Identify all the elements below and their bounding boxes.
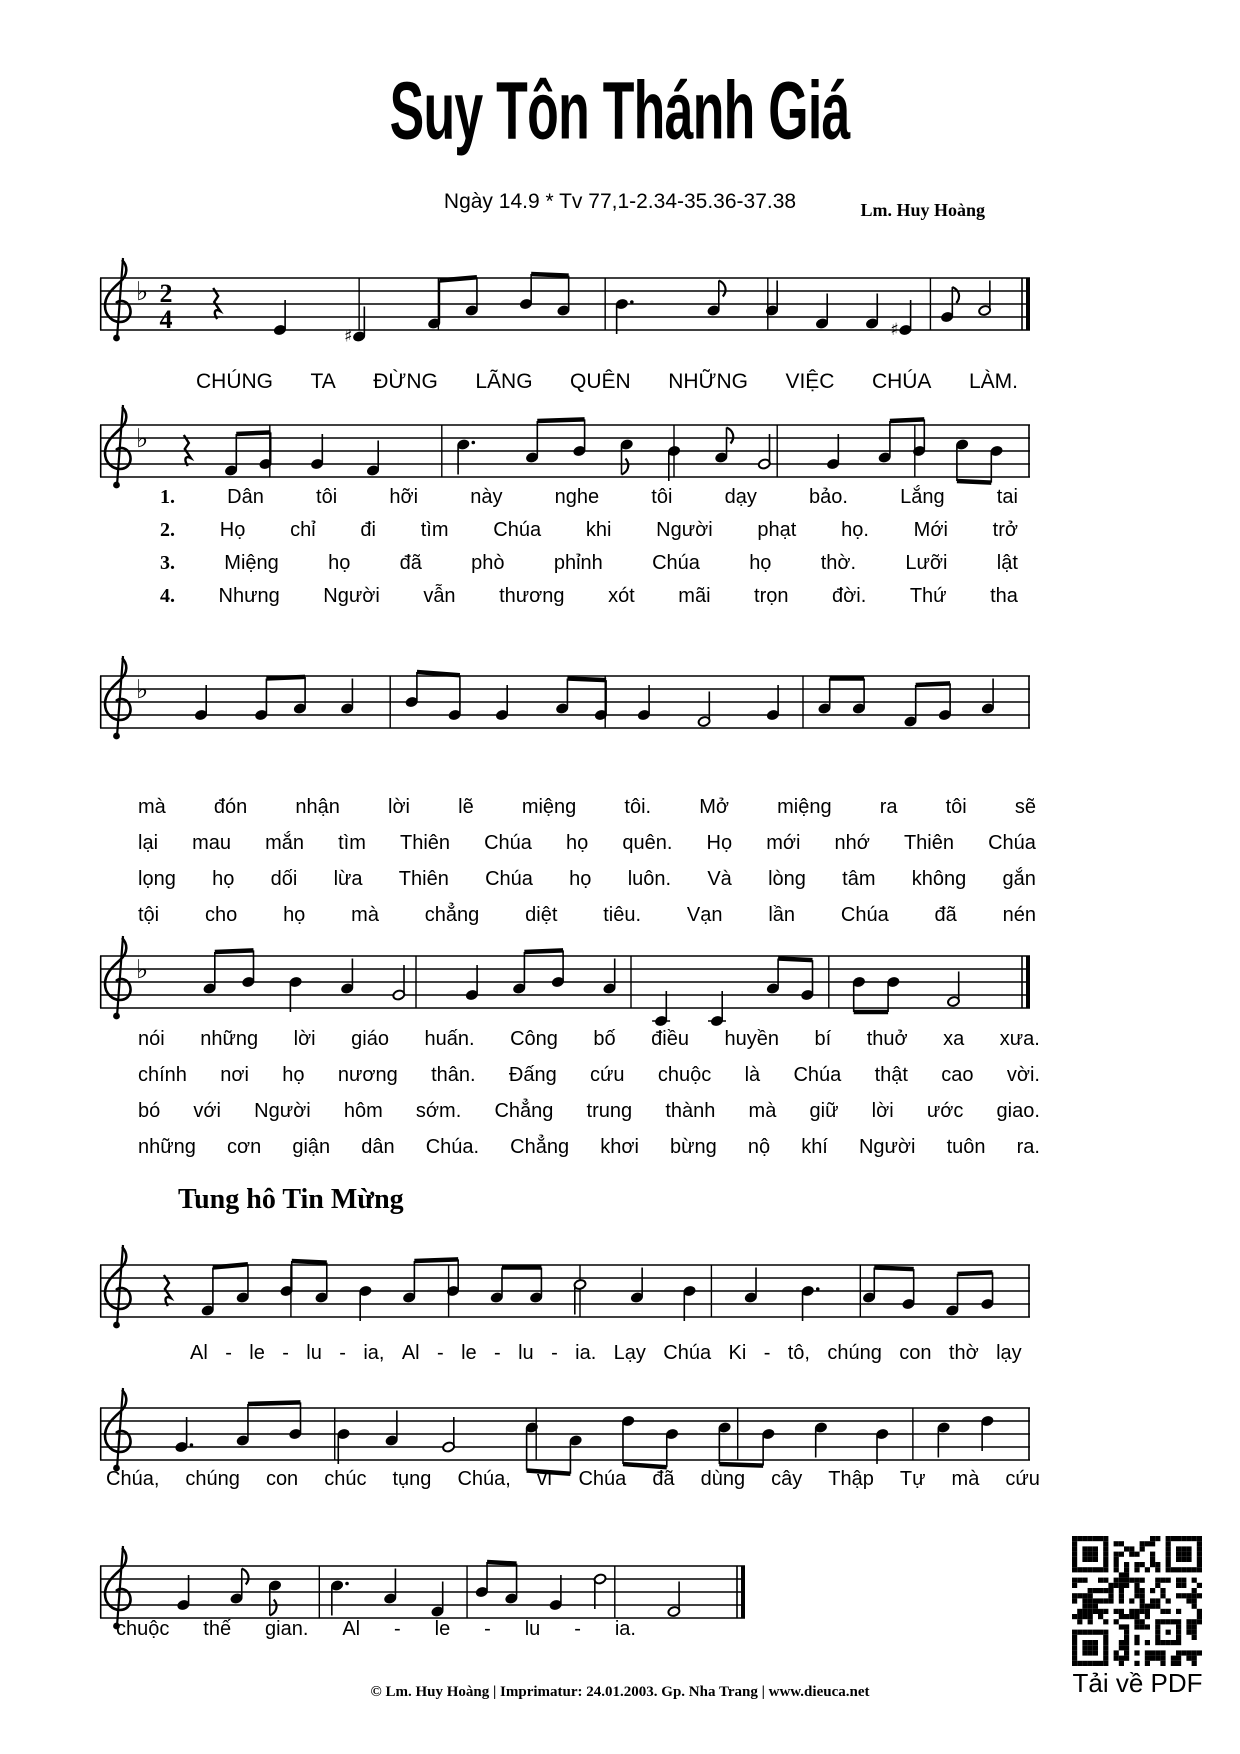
lyric-word: dân [361, 1136, 395, 1158]
lyric-word: Và [707, 868, 732, 890]
lyric-word: họ [566, 832, 589, 854]
treble-clef-icon [105, 656, 131, 739]
music-staff-5 [100, 1235, 1030, 1355]
download-pdf-link[interactable]: Tải về PDF [1072, 1668, 1203, 1698]
lyric-word: Chúa [793, 1064, 842, 1086]
lyric-word: Người [858, 1136, 916, 1158]
lyric-word: lu [306, 1342, 322, 1364]
lyric-word: Thập [828, 1468, 874, 1490]
lyric-word: nương [337, 1064, 398, 1086]
lyric-word: Người [254, 1100, 311, 1122]
lyric-word: Đấng [508, 1064, 557, 1086]
verse-block-2 [138, 796, 1036, 940]
lyric-word: họ [328, 552, 351, 574]
lyric-word: họ [569, 868, 592, 890]
lyric-word: LÀM. [968, 370, 1018, 393]
lyric-word: nộ [747, 1136, 771, 1158]
lyric-word: LÃNG [475, 370, 533, 393]
lyric-word: trở [992, 519, 1018, 541]
lyric-word: - [437, 1342, 444, 1364]
lyric-word: bố [593, 1028, 616, 1050]
lyric-word: Miệng [224, 552, 279, 574]
lyric-word: hôm [343, 1100, 383, 1122]
lyric-word: dạy [724, 486, 757, 508]
lyric-word: họ. [841, 519, 869, 541]
lyric-word: tuôn [946, 1136, 986, 1158]
lyric-word: cao [941, 1064, 974, 1086]
lyric-word: thành [665, 1100, 716, 1122]
verse-number: 4. [160, 585, 175, 607]
lyric-word: Ki [728, 1342, 747, 1364]
flat-sign-icon: ♭ [136, 424, 149, 454]
time-signature [160, 279, 173, 334]
lyric-word: đã [399, 552, 422, 574]
lyric-word: bó [138, 1100, 161, 1122]
lyric-word: - [763, 1342, 771, 1364]
lyric-word: sớm. [415, 1100, 462, 1122]
lyric-word: Nhưng [218, 585, 280, 607]
lyric-word: lời [388, 796, 411, 818]
lyric-word: Dân [227, 486, 264, 508]
alleluia-line-1 [190, 1342, 1022, 1365]
lyric-word: xa [943, 1028, 965, 1050]
lyric-word: Vạn [686, 904, 723, 926]
lyric-word: phò [471, 552, 505, 574]
lyric-word: Al [190, 1342, 208, 1364]
lyric-word: đã [652, 1468, 675, 1490]
verse-row [138, 904, 1036, 940]
lyric-word: vẫn [423, 585, 456, 607]
lyric-word: mà [748, 1100, 777, 1122]
svg-text:4: 4 [159, 305, 173, 334]
lyric-word: chính [138, 1064, 187, 1086]
lyric-word: mà [351, 904, 379, 926]
lyric-word: tôi [945, 796, 967, 818]
lyric-word: thế [203, 1618, 232, 1640]
lyric-word: huấn. [424, 1028, 475, 1050]
lyric-word: miệng [521, 796, 577, 818]
lyric-word: mà [138, 796, 166, 818]
lyric-word: ra. [1016, 1136, 1040, 1158]
lyric-word: giáo [351, 1028, 389, 1050]
lyric-word: trung [586, 1100, 633, 1122]
lyric-word: Chẳng [510, 1136, 570, 1158]
lyric-word: diệt [525, 904, 558, 926]
lyric-word: con [899, 1342, 932, 1364]
lyric-word: phạt [757, 519, 797, 541]
lyric-word: Al [342, 1618, 361, 1640]
svg-text:♯: ♯ [344, 326, 353, 347]
lyric-word: - [339, 1342, 346, 1364]
lyric-word: dùng [700, 1468, 746, 1490]
section-heading: Tung hô Tin Mừng [178, 1184, 404, 1215]
lyric-word: TA [310, 370, 336, 393]
lyric-word: lu [524, 1618, 541, 1640]
lyric-word: ĐỪNG [373, 370, 438, 393]
lyric-word: chúng [827, 1342, 882, 1364]
lyric-word: chẳng [424, 904, 480, 926]
lyric-word: tiêu. [603, 904, 642, 926]
lyric-word: lừa [333, 868, 363, 890]
verse-block-3 [138, 1028, 1040, 1172]
lyric-word: chúc [324, 1468, 367, 1490]
verse-number: 2. [160, 519, 175, 541]
lyric-word: le [434, 1618, 451, 1640]
lyric-word: Mới [913, 519, 948, 541]
lyric-word: Tự [899, 1468, 926, 1490]
lyric-word: Chúa, [457, 1468, 511, 1490]
lyric-word: mau [192, 832, 232, 854]
svg-text:2: 2 [159, 279, 173, 308]
lyric-word: cây [771, 1468, 803, 1490]
lyric-word: những [138, 1136, 196, 1158]
alleluia-line-3 [116, 1618, 636, 1641]
lyric-word: chỉ [290, 519, 316, 541]
music-staff-svg [100, 248, 1030, 368]
lyric-word: mãi [678, 585, 711, 607]
lyric-word: - [494, 1342, 501, 1364]
refrain-lyrics [196, 370, 1018, 394]
notes [175, 1402, 994, 1473]
music-staff-svg [100, 1235, 1030, 1355]
lyric-word: CHÚNG [196, 370, 273, 393]
lyric-word: Chúa [840, 904, 889, 926]
lyric-word: huyền [724, 1028, 779, 1050]
lyric-word: tôi [316, 486, 338, 508]
music-staff-svg [100, 646, 1030, 766]
lyric-word: ia. [575, 1342, 597, 1364]
lyric-word: giận [292, 1136, 331, 1158]
lyric-word: thương [499, 585, 565, 607]
lyric-word: lời [871, 1100, 894, 1122]
lyric-word: ia. [614, 1618, 636, 1640]
alleluia-line-2 [106, 1468, 1040, 1491]
lyric-word: lạy [996, 1342, 1022, 1364]
verse-block-1 [160, 486, 1018, 618]
verse-row [160, 519, 1018, 552]
verse-row [138, 796, 1036, 832]
lyric-word: khơi [600, 1136, 639, 1158]
lyric-word: Họ [706, 832, 733, 854]
lyric-word: vời. [1006, 1064, 1040, 1086]
lyric-word: đã [934, 904, 957, 926]
lyric-word: sẽ [1014, 796, 1036, 818]
lyric-word: Chúa [663, 1342, 712, 1364]
lyric-word: bí [814, 1028, 832, 1050]
lyric-word: Mở [699, 796, 729, 818]
lyric-word: phỉnh [553, 552, 603, 574]
notes [201, 1259, 994, 1321]
lyric-word: lọng [138, 868, 176, 890]
lyric-word: luôn. [627, 868, 672, 890]
verse-row [160, 585, 1018, 618]
verse-row [160, 552, 1018, 585]
lyric-word: thật [874, 1064, 908, 1086]
notes [203, 950, 960, 1026]
lyric-word: tha [990, 585, 1018, 607]
lyric-word: tìm [338, 832, 366, 854]
lyric-word: họ [282, 1064, 305, 1086]
lyric-word: nhớ [834, 832, 870, 854]
lyric-word: cơn [226, 1136, 262, 1158]
lyric-word: Thứ [909, 585, 947, 607]
lyric-word: mà [951, 1468, 980, 1490]
lyric-word: ra [879, 796, 898, 818]
verse-row [138, 1136, 1040, 1172]
lyric-word: Chúa [652, 552, 700, 574]
verse-number: 3. [160, 552, 175, 574]
lyric-word: đời. [832, 585, 867, 607]
lyric-word: lẽ [458, 796, 474, 818]
qr-code[interactable] [1072, 1536, 1202, 1666]
lyric-word: Thiên [399, 832, 451, 854]
lyric-word: dối [270, 868, 298, 890]
lyric-word: họ [212, 868, 235, 890]
lyric-word: Chúa, [106, 1468, 160, 1490]
treble-clef-icon [105, 1388, 131, 1471]
subtitle: Ngày 14.9 * Tv 77,1-2.34-35.36-37.38 [443, 190, 797, 213]
lyric-word: ia, [363, 1342, 385, 1364]
lyric-word: Chúa. [425, 1136, 480, 1158]
lyric-word: bừng [669, 1136, 717, 1158]
lyric-word: con [265, 1468, 299, 1490]
notes [177, 1562, 681, 1617]
lyric-word: đi [360, 519, 376, 541]
lyric-word: xưa. [999, 1028, 1040, 1050]
lyric-word: Chúa [578, 1468, 627, 1490]
lyric-word: Lạy [613, 1342, 646, 1364]
lyric-word: nói [138, 1028, 165, 1050]
lyric-word: NHỮNG [668, 370, 748, 393]
lyric-word: CHÚA [871, 370, 932, 393]
lyric-word: ước [926, 1100, 964, 1122]
treble-clef-icon [105, 936, 131, 1019]
lyric-word: giữ [809, 1100, 839, 1122]
lyric-word: khi [585, 519, 612, 541]
lyric-word: thờ. [820, 552, 857, 574]
lyric-word: - [484, 1618, 491, 1640]
verse-row [138, 868, 1036, 904]
verse-row [138, 1100, 1040, 1136]
lyric-word: lật [996, 552, 1018, 574]
lyric-word: nghe [554, 486, 600, 508]
verse-row [138, 1064, 1040, 1100]
flat-sign-icon: ♭ [136, 955, 149, 985]
lyric-word: nhận [295, 796, 340, 818]
verse-row [160, 486, 1018, 519]
lyric-word: Chẳng [494, 1100, 554, 1122]
treble-clef-icon [105, 1546, 131, 1629]
lyric-word: quên. [622, 832, 673, 854]
lyric-word: chuộc [116, 1618, 170, 1640]
lyric-word: không [911, 868, 967, 890]
notes [273, 274, 991, 347]
lyric-word: Chúa [988, 832, 1036, 854]
lyric-word: lòng [768, 868, 806, 890]
lyric-word: lại [138, 832, 159, 854]
lyric-word: bảo. [809, 486, 848, 508]
lyric-word: Al [401, 1342, 420, 1364]
lyric-word: tội [138, 904, 160, 926]
lyric-word: le [249, 1342, 265, 1364]
lyric-word: QUÊN [570, 370, 631, 393]
flat-sign-icon: ♭ [136, 277, 149, 307]
flat-sign-icon: ♭ [136, 675, 149, 705]
music-staff-1 [100, 248, 1030, 368]
lyric-word: Thiên [398, 868, 449, 890]
footer-credit: © Lm. Huy Hoàng | Imprimatur: 24.01.2003. Gp. Nha Trang | www.dieuca.net [370, 1684, 870, 1700]
lyric-word: miệng [777, 796, 832, 818]
lyric-word: tai [996, 486, 1018, 508]
lyric-word: nơi [220, 1064, 249, 1086]
lyric-word: nén [1002, 904, 1036, 926]
lyric-word: tôi. [624, 796, 652, 818]
lyric-word: khí [801, 1136, 828, 1158]
verse-number: 1. [160, 486, 175, 508]
lyric-word: hỡi [389, 486, 419, 508]
page-title [0, 64, 1240, 157]
lyric-word: Họ [219, 519, 246, 541]
lyric-word: này [470, 486, 503, 508]
lyric-word: Lắng [900, 486, 945, 508]
lyric-word: đón [213, 796, 248, 818]
treble-clef-icon [105, 1245, 131, 1328]
lyric-word: Lưỡi [905, 552, 948, 574]
lyric-word: thân. [431, 1064, 476, 1086]
lyric-word: tìm [420, 519, 449, 541]
lyric-word: gian. [265, 1618, 309, 1640]
lyric-word: chúng [185, 1468, 240, 1490]
lyric-word: Chúa [493, 519, 542, 541]
lyric-word: Công [510, 1028, 558, 1050]
lyric-word: chuộc [657, 1064, 712, 1086]
lyric-word: vì [536, 1468, 553, 1490]
lyric-word: lần [768, 904, 796, 926]
lyric-word: Chúa [485, 868, 533, 890]
lyric-word: - [394, 1618, 401, 1640]
lyric-word: cứu [1005, 1468, 1040, 1490]
lyric-word: VIỆC [785, 370, 835, 393]
composer-credit: Lm. Huy Hoàng [860, 200, 985, 220]
music-staff-3 [100, 646, 1030, 766]
lyric-word: lời [293, 1028, 316, 1050]
lyric-word: - [225, 1342, 232, 1364]
lyric-word: - [574, 1618, 581, 1640]
lyric-word: cho [204, 904, 238, 926]
lyric-word: xót [608, 585, 635, 607]
lyric-word: tô, [787, 1342, 810, 1364]
lyric-word: cứu [590, 1064, 625, 1086]
treble-clef-icon [105, 258, 131, 341]
notes [194, 672, 994, 727]
svg-text:♯: ♯ [890, 320, 899, 340]
lyric-word: lu [518, 1342, 534, 1364]
lyric-word: những [200, 1028, 259, 1050]
treble-clef-icon [105, 405, 131, 488]
lyric-word: le [461, 1342, 477, 1364]
lyric-word: giao. [996, 1100, 1040, 1122]
lyric-word: - [551, 1342, 558, 1364]
lyric-word: mới [766, 832, 801, 854]
lyric-word: gắn [1002, 868, 1036, 890]
lyric-word: với [193, 1100, 221, 1122]
lyric-word: Chúa [484, 832, 532, 854]
lyric-word: tâm [842, 868, 876, 890]
lyric-word: - [282, 1342, 289, 1364]
lyric-word: thờ [948, 1342, 979, 1364]
lyric-word: Người [323, 585, 380, 607]
lyric-word: Người [656, 519, 713, 541]
qr-code-image [1072, 1536, 1202, 1666]
title-text: Suy Tôn Thánh Giá [389, 64, 851, 157]
lyric-word: là [744, 1064, 761, 1086]
lyric-word: mắn [265, 832, 305, 854]
lyric-word: điều [651, 1028, 689, 1050]
lyric-word: Thiên [903, 832, 954, 854]
verse-row [138, 1028, 1040, 1064]
lyric-word: họ [283, 904, 306, 926]
lyric-word: tụng [392, 1468, 432, 1490]
lyric-word: tôi [651, 486, 673, 508]
lyric-word: thuở [866, 1028, 908, 1050]
lyric-word: họ [749, 552, 772, 574]
verse-row [138, 832, 1036, 868]
lyric-word: trọn [754, 585, 789, 607]
